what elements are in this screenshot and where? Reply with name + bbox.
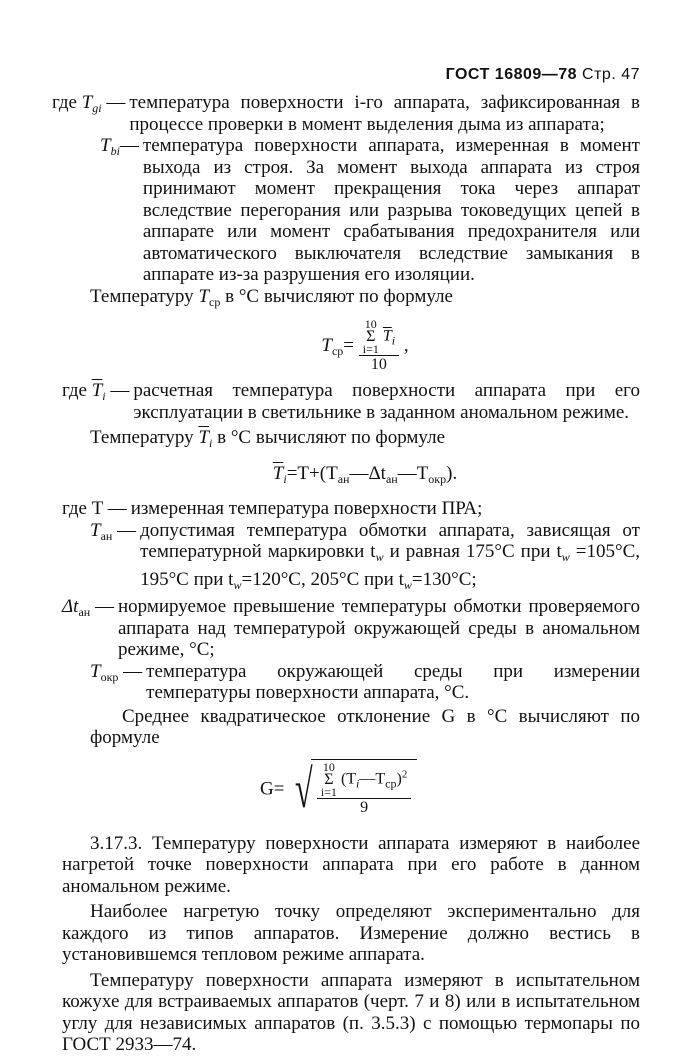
definition-text: расчетная температура поверхности аппарата при его эксплуатации в светильнике в заданном аномальном режиме. (133, 380, 640, 423)
formula-g: G= √ 10 Σ i=1 $(T_i—T_{ср})^2$ 9 (260, 759, 640, 819)
formula-ti: $\overline{T}_i=T+(T_{ан}—\Delta t_{ан}—T_{окр})$. (272, 462, 458, 486)
standard-number: ГОСТ 16809—78 (445, 66, 578, 83)
paragraph-hottest-point: Наиболее нагретую точку определяют экспериментально для каждого из типов аппаратов. Измерение должно вестись в установившемся тепловом режиме аппарата. (62, 901, 640, 965)
paragraph-3-17-3: 3.17.3. Температуру поверхности аппарата измеряют в наиболее нагретой точке поверхности аппарата при его работе в данном аномальном режиме. (62, 832, 640, 897)
definition-delta-tan: $\Delta t_{ан}$ — нормируемое превышение температуры обмотки проверяемого аппарата над температурой окружающей среды в аномальном режиме, °C; (62, 596, 640, 660)
paragraph-g-intro: Среднее квадратическое отклонение G в °C вычисляют по формуле (90, 705, 640, 748)
definition-tbi: $T_{bi}—$ температура поверхности аппарата, измеренная в момент выхода из строя. За момент выхода аппарата из строя принимают момент прекращения тока через аппарат вследствие перегорания или разрыва токоведущих цепей в аппарате или момент срабатывания предохранителя или автоматического выключателя вследствие замыкания в аппарате из-за разрушения его изоляции. (100, 135, 640, 285)
paragraph-tcp-intro: Температуру $T_{ср}$ в °C вычисляют по формуле (90, 285, 453, 309)
paragraph-measurement: Температуру поверхности аппарата измеряют в испытательном кожухе для встраиваемых аппаратов (черт. 7 и 8) или в испытательном углу для независимых аппаратов (п. 3.5.3) с помощью термопары по ГОСТ 2933—74. (62, 969, 640, 1055)
definition-text: температура окружающей среды при измерении температуры поверхности аппарата, °C. (146, 660, 640, 703)
definition-text: температура поверхности i-го аппарата, зафиксированная в процессе проверки в момент выделения дыма из аппарата; (129, 92, 640, 135)
definition-text: нормируемое превышение температуры обмотки проверяемого аппарата над температурой окружающей среды в аномальном режиме, °C; (117, 596, 640, 660)
definition-text: допустимая температура обмотки аппарата, зависящая от температурной маркировки $t_w$ и равная 175°C при $t_w =105^\circ C$, 195°C при $t_w=120^\circ C$, 205°C при $t_w=130^\circ C$; (140, 519, 640, 592)
definition-ti: где $\overline{T}_i$ — расчетная температура поверхности аппарата при его эксплуатации в светильнике в заданном аномальном режиме. (62, 380, 640, 423)
definition-t: где T — измеренная температура поверхности ПРА; (62, 498, 640, 520)
definition-tokr: $T_{окр}$ — температура окружающей среды при измерении температуры поверхности аппарата, °C. (90, 660, 640, 703)
definition-tan: $T_{ан}$ — допустимая температура обмотки аппарата, зависящая от температурной маркировки $t_w$ и равная 175°C при $t_w =105^\circ C$, 195°C при $t_w=120^\circ C$, 205°C при $t_w=130^\circ C$; (90, 520, 640, 597)
page-header (446, 64, 640, 86)
definition-tgi: где $T_{gi}$ — температура поверхности i-го аппарата, зафиксированная в процессе проверки в момент выделения дыма из аппарата; (52, 92, 640, 135)
formula-tcp: $T_{ср}=$ 10 Σ i=1 $\overline{T}_i$ 10 , (321, 317, 409, 373)
definition-text: измеренная температура поверхности ПРА; (130, 498, 483, 519)
document-body (52, 92, 640, 1056)
definition-text: температура поверхности аппарата, измеренная в момент выхода из строя. За момент выхода аппарата из строя принимают момент прекращения тока через аппарат вследствие перегорания или разрыва токоведущих цепей в аппарате или момент срабатывания предохранителя или автоматического выключателя вследствие замыкания в аппарате из-за разрушения его изоляции. (142, 135, 640, 285)
page-number: Стр. 47 (582, 66, 640, 83)
paragraph-ti-intro: Температуру $\overline{T}_i$ в °C вычисляют по формуле (90, 427, 446, 450)
